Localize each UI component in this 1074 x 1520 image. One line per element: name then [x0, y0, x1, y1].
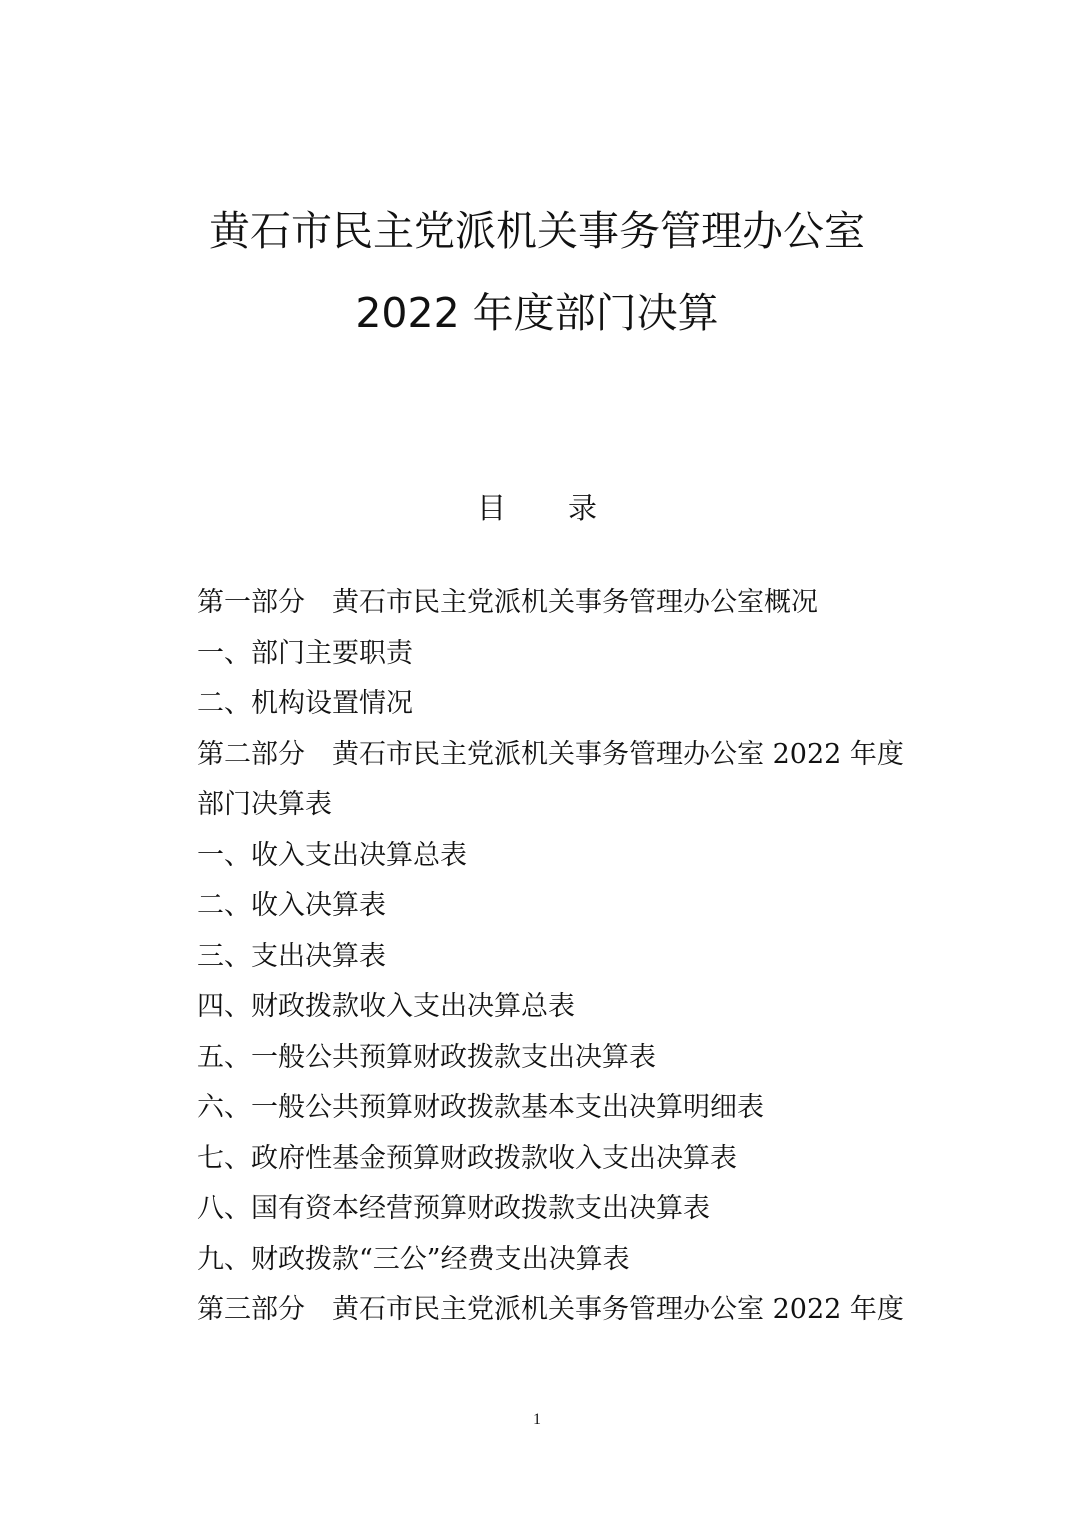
table-of-contents: [197, 578, 957, 1336]
toc-item: 三、支出决算表: [197, 940, 386, 972]
document-title-line-1: 黄石市民主党派机关事务管理办公室: [209, 207, 865, 255]
toc-heading-left: 目: [476, 491, 506, 525]
toc-item: 一、收入支出决算总表: [197, 839, 467, 871]
toc-item: 九、财政拨款“三公”经费支出决算表: [197, 1243, 630, 1275]
toc-heading-right: 录: [568, 491, 598, 525]
toc-item: 二、收入决算表: [197, 890, 386, 921]
toc-item: 七、政府性基金预算财政拨款收入支出决算表: [197, 1142, 737, 1174]
toc-item: 二、机构设置情况: [197, 688, 413, 719]
toc-item: 部门决算表: [197, 789, 332, 820]
toc-item: 一、部门主要职责: [197, 637, 413, 669]
toc-item: 八、国有资本经营预算财政拨款支出决算表: [197, 1193, 710, 1224]
toc-item: 第三部分 黄石市民主党派机关事务管理办公室 2022 年度: [197, 1294, 904, 1325]
toc-item: 第二部分 黄石市民主党派机关事务管理办公室 2022 年度: [197, 738, 904, 770]
toc-item: 第一部分 黄石市民主党派机关事务管理办公室概况: [197, 587, 818, 618]
toc-heading: [0, 488, 1074, 528]
document-title-line-2: 2022 年度部门决算: [355, 289, 719, 337]
page-number: 1: [533, 1411, 541, 1428]
toc-item: 五、一般公共预算财政拨款支出决算表: [197, 1041, 656, 1073]
toc-item: 四、财政拨款收入支出决算总表: [197, 991, 575, 1022]
toc-item: 六、一般公共预算财政拨款基本支出决算明细表: [197, 1092, 764, 1123]
